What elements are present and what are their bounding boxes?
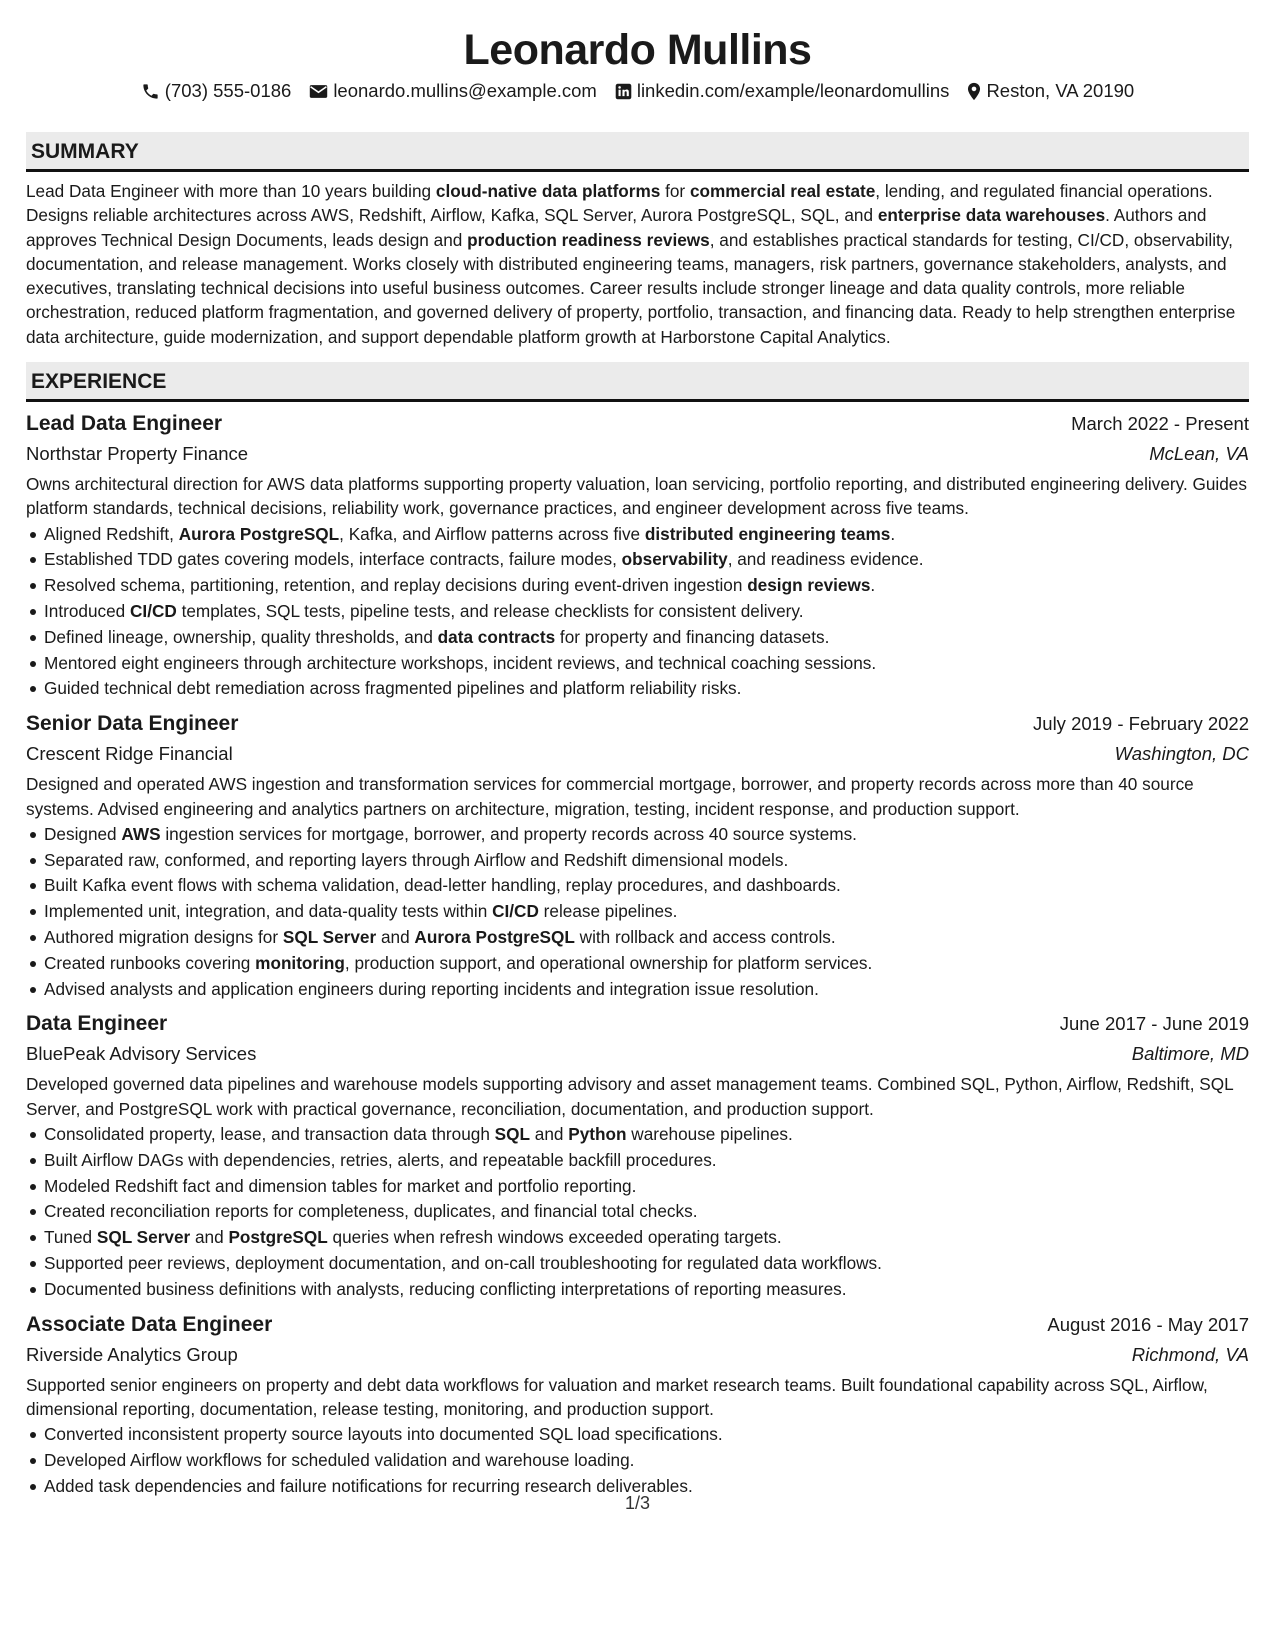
job-bullet bbox=[26, 1122, 1249, 1148]
linkedin-icon bbox=[615, 83, 632, 100]
text-run: Introduced bbox=[44, 601, 130, 622]
candidate-name: Leonardo Mullins bbox=[463, 26, 812, 74]
linkedin-text[interactable]: linkedin.com/example/leonardomullins bbox=[636, 80, 950, 101]
text-run: Modeled Redshift fact and dimension tables for market and portfolio reporting. bbox=[44, 1175, 637, 1196]
job-location: Baltimore, MD bbox=[1131, 1043, 1249, 1065]
bold-keyword: CI/CD bbox=[492, 901, 539, 922]
job-title: Senior Data Engineer bbox=[26, 712, 239, 736]
job-bullet bbox=[26, 1277, 1249, 1303]
bold-keyword: Aurora PostgreSQL bbox=[414, 927, 575, 948]
bold-keyword: observability bbox=[621, 549, 728, 570]
text-run: Created reconciliation reports for completeness, duplicates, and financial total checks. bbox=[44, 1201, 698, 1222]
job-bullet bbox=[26, 1448, 1249, 1474]
job-bullet bbox=[26, 676, 1249, 702]
bold-keyword: data contracts bbox=[437, 626, 556, 647]
phone-text: (703) 555-0186 bbox=[164, 80, 292, 101]
bold-keyword: commercial real estate bbox=[689, 181, 876, 201]
email-icon bbox=[309, 84, 328, 99]
location-pin-icon bbox=[967, 82, 981, 101]
job-bullet bbox=[26, 951, 1249, 977]
text-run: with rollback and access controls. bbox=[574, 927, 836, 948]
job-title: Lead Data Engineer bbox=[26, 412, 223, 436]
bold-keyword: distributed engineering teams bbox=[644, 523, 891, 544]
job-bullet bbox=[26, 599, 1249, 625]
text-run: . Authors and approves Technical Design Documents, leads design and bbox=[26, 205, 1207, 250]
text-run: Designed bbox=[44, 823, 122, 844]
text-run: Lead Data Engineer with more than 10 years building bbox=[26, 181, 436, 201]
job-description: Designed and operated AWS ingestion and transformation services for commercial mortgage, borrower, and property records across more than 40 source systems. Advised engineering and analytics partners on architecture, migration, testing, incident response, and production support. bbox=[26, 774, 1194, 819]
job-bullet bbox=[26, 625, 1249, 651]
job-location: Richmond, VA bbox=[1131, 1343, 1249, 1365]
bold-keyword: design reviews bbox=[747, 575, 871, 596]
contact-bar bbox=[26, 78, 1249, 104]
text-run: for property and financing datasets. bbox=[555, 626, 830, 647]
experience-heading: EXPERIENCE bbox=[26, 362, 1249, 402]
job-description: Developed governed data pipelines and warehouse models supporting advisory and asset management teams. Combined SQL, Python, Airflow, Redshift, SQL Server, and PostgreSQL work with practical governance, reconciliation, documentation, and production support. bbox=[26, 1074, 1234, 1119]
summary-text bbox=[26, 179, 1249, 349]
contact-location bbox=[967, 78, 1134, 104]
location-text: Reston, VA 20190 bbox=[986, 80, 1135, 101]
job-list bbox=[26, 410, 1249, 1500]
job-dates: August 2016 - May 2017 bbox=[1047, 1313, 1249, 1335]
bold-keyword: CI/CD bbox=[130, 601, 177, 622]
resume-page bbox=[26, 24, 1249, 1500]
job-bullet bbox=[26, 1199, 1249, 1225]
job-entry bbox=[26, 710, 1249, 1002]
job-location: McLean, VA bbox=[1149, 443, 1249, 465]
text-run: Guided technical debt remediation across fragmented pipelines and platform reliability risks. bbox=[44, 678, 742, 699]
text-run: queries when refresh windows exceeded operating targets. bbox=[327, 1227, 782, 1248]
job-description: Owns architectural direction for AWS data platforms supporting property valuation, loan servicing, portfolio reporting, and distributed engineering delivery. Guides platform standards, technical decisions, reliability work, governance practices, and engineer development across five teams. bbox=[26, 474, 1247, 519]
job-bullet bbox=[26, 899, 1249, 925]
text-run: Aligned Redshift, bbox=[44, 523, 179, 544]
text-run: Supported peer reviews, deployment documentation, and on-call troubleshooting for regulated data workflows. bbox=[44, 1253, 882, 1273]
job-bullets bbox=[26, 1122, 1249, 1303]
text-run: Separated raw, conformed, and reporting layers through Airflow and Redshift dimensional models. bbox=[44, 849, 789, 870]
job-bullet bbox=[26, 522, 1249, 548]
text-run: . bbox=[870, 575, 876, 596]
text-run: for bbox=[660, 181, 690, 201]
job-bullets bbox=[26, 822, 1249, 1003]
text-run: ingestion services for mortgage, borrower, and property records across 40 source systems. bbox=[160, 823, 857, 844]
text-run: Converted inconsistent property source layouts into documented SQL load specifications. bbox=[44, 1424, 723, 1445]
page-number: 1/3 bbox=[624, 1493, 651, 1513]
bold-keyword: production readiness reviews bbox=[467, 229, 710, 250]
job-bullet bbox=[26, 1251, 1249, 1277]
job-entry bbox=[26, 1311, 1249, 1500]
text-run: Documented business definitions with analysts, reducing conflicting interpretations of reporting measures. bbox=[44, 1278, 847, 1299]
text-run: Advised analysts and application engineers during reporting incidents and integration issue resolution. bbox=[44, 978, 819, 999]
job-location: Washington, DC bbox=[1114, 743, 1249, 765]
text-run: Authored migration designs for bbox=[44, 927, 283, 948]
job-bullet bbox=[26, 547, 1249, 573]
job-company: Crescent Ridge Financial bbox=[26, 743, 233, 765]
text-run: release pipelines. bbox=[538, 901, 678, 922]
job-bullet bbox=[26, 651, 1249, 677]
text-run: Mentored eight engineers through architecture workshops, incident reviews, and technical coaching sessions. bbox=[44, 652, 877, 673]
contact-phone bbox=[141, 78, 292, 104]
job-bullet bbox=[26, 573, 1249, 599]
text-run: Developed Airflow workflows for scheduled validation and warehouse loading. bbox=[44, 1449, 635, 1470]
text-run: Implemented unit, integration, and data-quality tests within bbox=[44, 901, 493, 922]
job-company: Riverside Analytics Group bbox=[26, 1343, 238, 1365]
text-run: Defined lineage, ownership, quality thresholds, and bbox=[44, 626, 438, 647]
job-bullet bbox=[26, 822, 1249, 848]
contact-email[interactable] bbox=[309, 78, 597, 104]
bold-keyword: enterprise data warehouses bbox=[877, 205, 1106, 226]
job-company: Northstar Property Finance bbox=[26, 443, 249, 465]
text-run: Resolved schema, partitioning, retention, and replay decisions during event-driven ingestion bbox=[44, 575, 748, 596]
job-bullet bbox=[26, 848, 1249, 874]
job-title: Associate Data Engineer bbox=[26, 1312, 273, 1336]
text-run: Tuned bbox=[44, 1227, 97, 1248]
job-title: Data Engineer bbox=[26, 1012, 168, 1036]
text-run: Built Airflow DAGs with dependencies, retries, alerts, and repeatable backfill procedures. bbox=[44, 1149, 717, 1170]
bold-keyword: PostgreSQL bbox=[228, 1227, 328, 1248]
job-bullets bbox=[26, 1422, 1249, 1499]
bold-keyword: cloud-native data platforms bbox=[435, 181, 661, 201]
bold-keyword: SQL bbox=[494, 1124, 531, 1145]
text-run: Created runbooks covering bbox=[44, 952, 256, 973]
phone-icon bbox=[141, 82, 160, 101]
text-run: , lending, and regulated financial operations. Designs reliable architectures across AWS, Redshift, Airflow, Kafka, SQL Server, Aurora PostgreSQL, SQL, and bbox=[26, 181, 1213, 226]
text-run: , and establishes practical standards for testing, CI/CD, observability, documentation, and release management. Works closely with distributed engineering teams, managers, risk partners, governance stakeholders, analysts, and executives, translating technical decisions into useful business outcomes. Career results include stronger lineage and data quality controls, more reliable orchestration, reduced platform fragmentation, and governed delivery of property, portfolio, transaction, and financing data. Ready to help strengthen enterprise data architecture, guide modernization, and support dependable platform growth at Harborstone Capital Analytics. bbox=[26, 229, 1236, 347]
text-run: Established TDD gates covering models, interface contracts, failure modes, bbox=[44, 549, 622, 570]
contact-linkedin[interactable] bbox=[615, 78, 950, 104]
job-entry bbox=[26, 410, 1249, 702]
text-run: and bbox=[376, 927, 415, 948]
job-bullets bbox=[26, 522, 1249, 703]
job-bullet bbox=[26, 873, 1249, 899]
bold-keyword: SQL Server bbox=[282, 927, 377, 948]
job-bullet bbox=[26, 1422, 1249, 1448]
job-entry bbox=[26, 1010, 1249, 1302]
text-run: Added task dependencies and failure notifications for recurring research deliverables. bbox=[44, 1475, 693, 1496]
text-run: and bbox=[190, 1227, 229, 1248]
text-run: . bbox=[890, 523, 896, 544]
job-company: BluePeak Advisory Services bbox=[26, 1043, 257, 1065]
bold-keyword: SQL Server bbox=[96, 1227, 191, 1248]
job-description: Supported senior engineers on property and debt data workflows for valuation and market research teams. Built foundational capability across SQL, Airflow, dimensional reporting, documentation, release testing, monitoring, and production support. bbox=[26, 1374, 1208, 1419]
text-run: , production support, and operational ownership for platform services. bbox=[344, 952, 873, 973]
email-text[interactable]: leonardo.mullins@example.com bbox=[333, 80, 597, 101]
text-run: templates, SQL tests, pipeline tests, and release checklists for consistent delivery. bbox=[176, 601, 804, 622]
job-bullet bbox=[26, 977, 1249, 1003]
text-run: , and readiness evidence. bbox=[727, 549, 924, 570]
job-bullet bbox=[26, 925, 1249, 951]
text-run: Built Kafka event flows with schema validation, dead-letter handling, replay procedures, and dashboards. bbox=[44, 875, 841, 896]
job-dates: March 2022 - Present bbox=[1071, 413, 1249, 435]
bold-keyword: monitoring bbox=[255, 952, 345, 973]
text-run: , Kafka, and Airflow patterns across five bbox=[339, 523, 645, 544]
text-run: Consolidated property, lease, and transaction data through bbox=[44, 1124, 495, 1145]
job-bullet bbox=[26, 1148, 1249, 1174]
text-run: warehouse pipelines. bbox=[626, 1124, 793, 1145]
bold-keyword: Aurora PostgreSQL bbox=[178, 523, 340, 544]
job-dates: June 2017 - June 2019 bbox=[1059, 1013, 1249, 1035]
job-bullet bbox=[26, 1174, 1249, 1200]
bold-keyword: AWS bbox=[121, 823, 161, 844]
bold-keyword: Python bbox=[568, 1124, 627, 1145]
summary-heading: SUMMARY bbox=[26, 132, 1249, 172]
job-bullet bbox=[26, 1225, 1249, 1251]
text-run: and bbox=[530, 1124, 569, 1145]
job-dates: July 2019 - February 2022 bbox=[1033, 713, 1249, 735]
